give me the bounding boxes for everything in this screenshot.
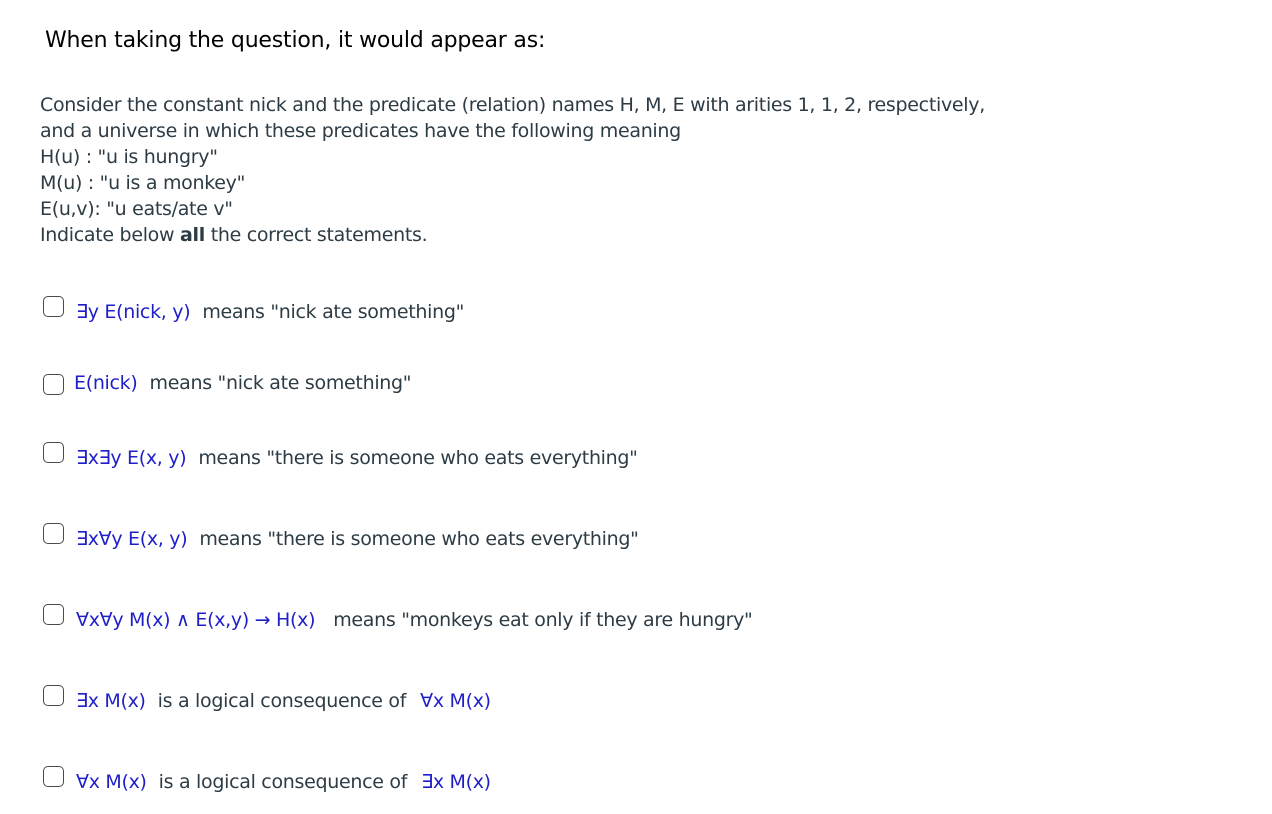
answer-text: is a logical consequence of <box>158 771 408 793</box>
answer-text: means "nick ate something" <box>202 301 465 323</box>
answer-checkbox[interactable] <box>43 604 64 625</box>
answer-checkbox[interactable] <box>43 442 64 463</box>
answer-option-1[interactable] <box>43 298 464 326</box>
answer-checkbox[interactable] <box>43 296 64 317</box>
answer-option-7[interactable] <box>43 768 491 796</box>
question-text <box>40 92 985 248</box>
answer-option-6[interactable] <box>43 687 491 715</box>
answer-text: is a logical consequence of <box>157 690 407 712</box>
answer-formula: ∃x∃y E(x, y) <box>76 447 187 469</box>
question-line: E(u,v): "u eats/ate v" <box>40 198 233 220</box>
answer-option-3[interactable] <box>43 444 638 472</box>
question-line: M(u) : "u is a monkey" <box>40 172 246 194</box>
question-instruction: Indicate below all the correct statements. <box>40 224 428 246</box>
answer-formula: ∀x∀y M(x) ∧ E(x,y) → H(x) <box>76 609 316 631</box>
answer-text: means "there is someone who eats everything" <box>199 528 639 550</box>
question-line: and a universe in which these predicates have the following meaning <box>40 120 681 142</box>
answer-formula: ∃x∀y E(x, y) <box>76 528 188 550</box>
answer-formula-secondary: ∃x M(x) <box>421 771 491 793</box>
page-heading: When taking the question, it would appear as: <box>45 28 546 53</box>
answer-formula: E(nick) <box>74 372 138 394</box>
emphasis-all: all <box>180 224 205 246</box>
answer-checkbox[interactable] <box>43 766 64 787</box>
answer-formula: ∃y E(nick, y) <box>76 301 191 323</box>
question-line: H(u) : "u is hungry" <box>40 146 218 168</box>
answer-formula-secondary: ∀x M(x) <box>420 690 491 712</box>
question-line: Consider the constant nick and the predicate (relation) names H, M, E with arities 1, 1, 2, respectively, <box>40 94 985 116</box>
answer-checkbox[interactable] <box>43 374 64 395</box>
answer-formula: ∃x M(x) <box>76 690 146 712</box>
answer-formula: ∀x M(x) <box>76 771 147 793</box>
answer-text: means "monkeys eat only if they are hungry" <box>333 609 753 631</box>
answer-checkbox[interactable] <box>43 685 64 706</box>
answer-text: means "there is someone who eats everything" <box>198 447 638 469</box>
answer-option-4[interactable] <box>43 525 639 553</box>
answer-text: means "nick ate something" <box>149 372 412 394</box>
answer-checkbox[interactable] <box>43 523 64 544</box>
answer-option-5[interactable] <box>43 606 753 634</box>
answer-option-2[interactable] <box>43 369 411 397</box>
